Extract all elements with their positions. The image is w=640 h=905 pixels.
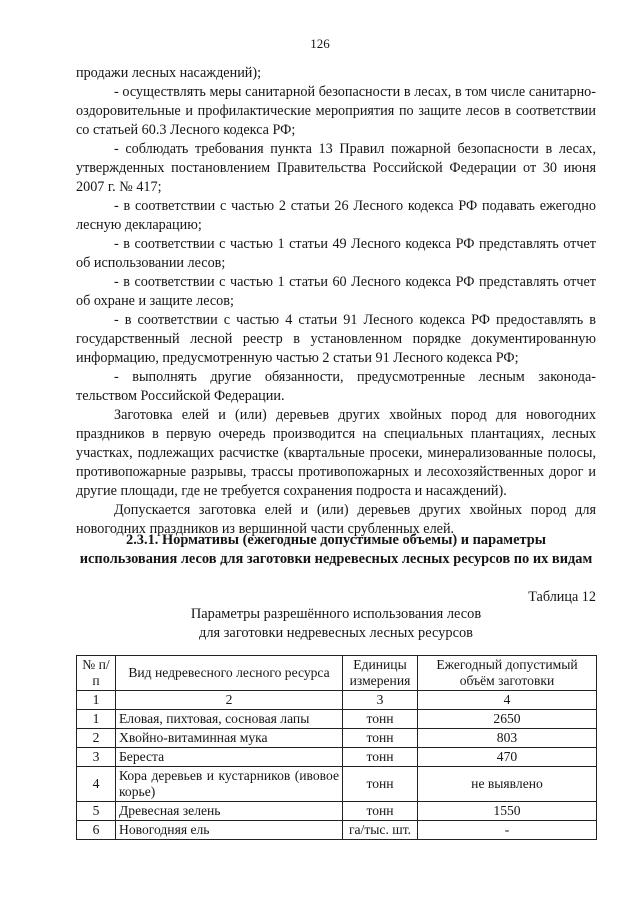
paragraph-6: - в соответствии с частью 1 статьи 60 Лесного кодекса РФ представлять отчет об охране и защите лесов;	[76, 274, 596, 309]
index-cell: 1	[77, 691, 116, 710]
annual-volume: не выявлено	[418, 767, 597, 802]
annual-volume: 1550	[418, 802, 597, 821]
row-number: 4	[77, 767, 116, 802]
index-cell: 3	[343, 691, 418, 710]
row-number: 2	[77, 729, 116, 748]
table-index-row	[77, 691, 597, 710]
paragraph-4: - в соответствии с частью 2 статьи 26 Лесного кодекса РФ подавать ежегодно лесную декларацию;	[76, 198, 596, 233]
header-number: № п/п	[77, 656, 116, 691]
body-text	[76, 64, 596, 539]
table-row	[77, 710, 597, 729]
row-number: 6	[77, 821, 116, 840]
resource-name: Еловая, пихтовая, сосновая лапы	[116, 710, 343, 729]
header-annual-volume: Ежегодный допустимый объём заготовки	[418, 656, 597, 691]
index-cell: 4	[418, 691, 597, 710]
unit: га/тыс. шт.	[343, 821, 418, 840]
section-heading: 2.3.1. Нормативы (ежегодные допустимые объемы) и параметры использования лесов для заготовки недревесных лесных ресурсов по их видам	[79, 532, 593, 567]
table-label: Таблица 12	[528, 589, 596, 605]
page-number: 126	[310, 36, 330, 51]
paragraph-1: продажи лесных насаждений);	[76, 65, 262, 81]
row-number: 3	[77, 748, 116, 767]
table-row	[77, 748, 597, 767]
paragraph-8: - выполнять другие обязанности, предусмотренные лесным законода-тельством Российской Федерации.	[76, 369, 596, 404]
resource-name: Береста	[116, 748, 343, 767]
row-number: 1	[77, 710, 116, 729]
annual-volume: 2650	[418, 710, 597, 729]
annual-volume: 803	[418, 729, 597, 748]
index-cell: 2	[116, 691, 343, 710]
paragraph-9: Заготовка елей и (или) деревьев других хвойных пород для новогодних праздников в первую очередь производится на специальных плантациях, лесных участках, подлежащих расчистке (квартальные просеки, минерализованные полосы, противопожарные разрывы, трассы противопожарных и лесохозяйственных дорог и другие площади, где не требуется сохранения подроста и насаждений).	[76, 407, 596, 499]
table-row	[77, 821, 597, 840]
resource-name: Новогодняя ель	[116, 821, 343, 840]
resource-name: Хвойно-витаминная мука	[116, 729, 343, 748]
unit: тонн	[343, 729, 418, 748]
resource-name: Кора деревьев и кустарников (ивовое корье)	[116, 767, 343, 802]
table-caption	[76, 605, 596, 643]
table-row	[77, 802, 597, 821]
table-row	[77, 767, 597, 802]
table-caption-line-2: для заготовки недревесных лесных ресурсов	[199, 625, 473, 641]
table-header-row	[77, 656, 597, 691]
table-caption-line-1: Параметры разрешённого использования лесов	[190, 606, 482, 622]
paragraph-7: - в соответствии с частью 4 статьи 91 Лесного кодекса РФ предоставлять в государственный лесной реестр в установленном порядке документированную информацию, предусмотренную частью 2 статьи 91 Лесного кодекса РФ;	[76, 312, 596, 366]
paragraph-5: - в соответствии с частью 1 статьи 49 Лесного кодекса РФ представлять отчет об использовании лесов;	[76, 236, 596, 271]
paragraph-10: Допускается заготовка елей и (или) деревьев других хвойных пород для новогодних праздников из вершинной части срубленных елей.	[76, 502, 596, 537]
row-number: 5	[77, 802, 116, 821]
header-units: Единицы измерения	[343, 656, 418, 691]
unit: тонн	[343, 802, 418, 821]
paragraph-2: - осуществлять меры санитарной безопасности в лесах, в том числе санитарно-оздоровительные и профилактические мероприятия по защите лесов в соответствии со статьей 60.3 Лесного кодекса РФ;	[76, 84, 596, 138]
annual-volume: 470	[418, 748, 597, 767]
header-resource-type: Вид недревесного лесного ресурса	[116, 656, 343, 691]
resource-name: Древесная зелень	[116, 802, 343, 821]
table-row	[77, 729, 597, 748]
unit: тонн	[343, 767, 418, 802]
unit: тонн	[343, 710, 418, 729]
paragraph-3: - соблюдать требования пункта 13 Правил пожарной безопасности в лесах, утвержденных постановлением Правительства Российской Федерации от 30 июня 2007 г. № 417;	[76, 141, 596, 195]
parameters-table	[76, 655, 597, 840]
annual-volume: -	[418, 821, 597, 840]
unit: тонн	[343, 748, 418, 767]
